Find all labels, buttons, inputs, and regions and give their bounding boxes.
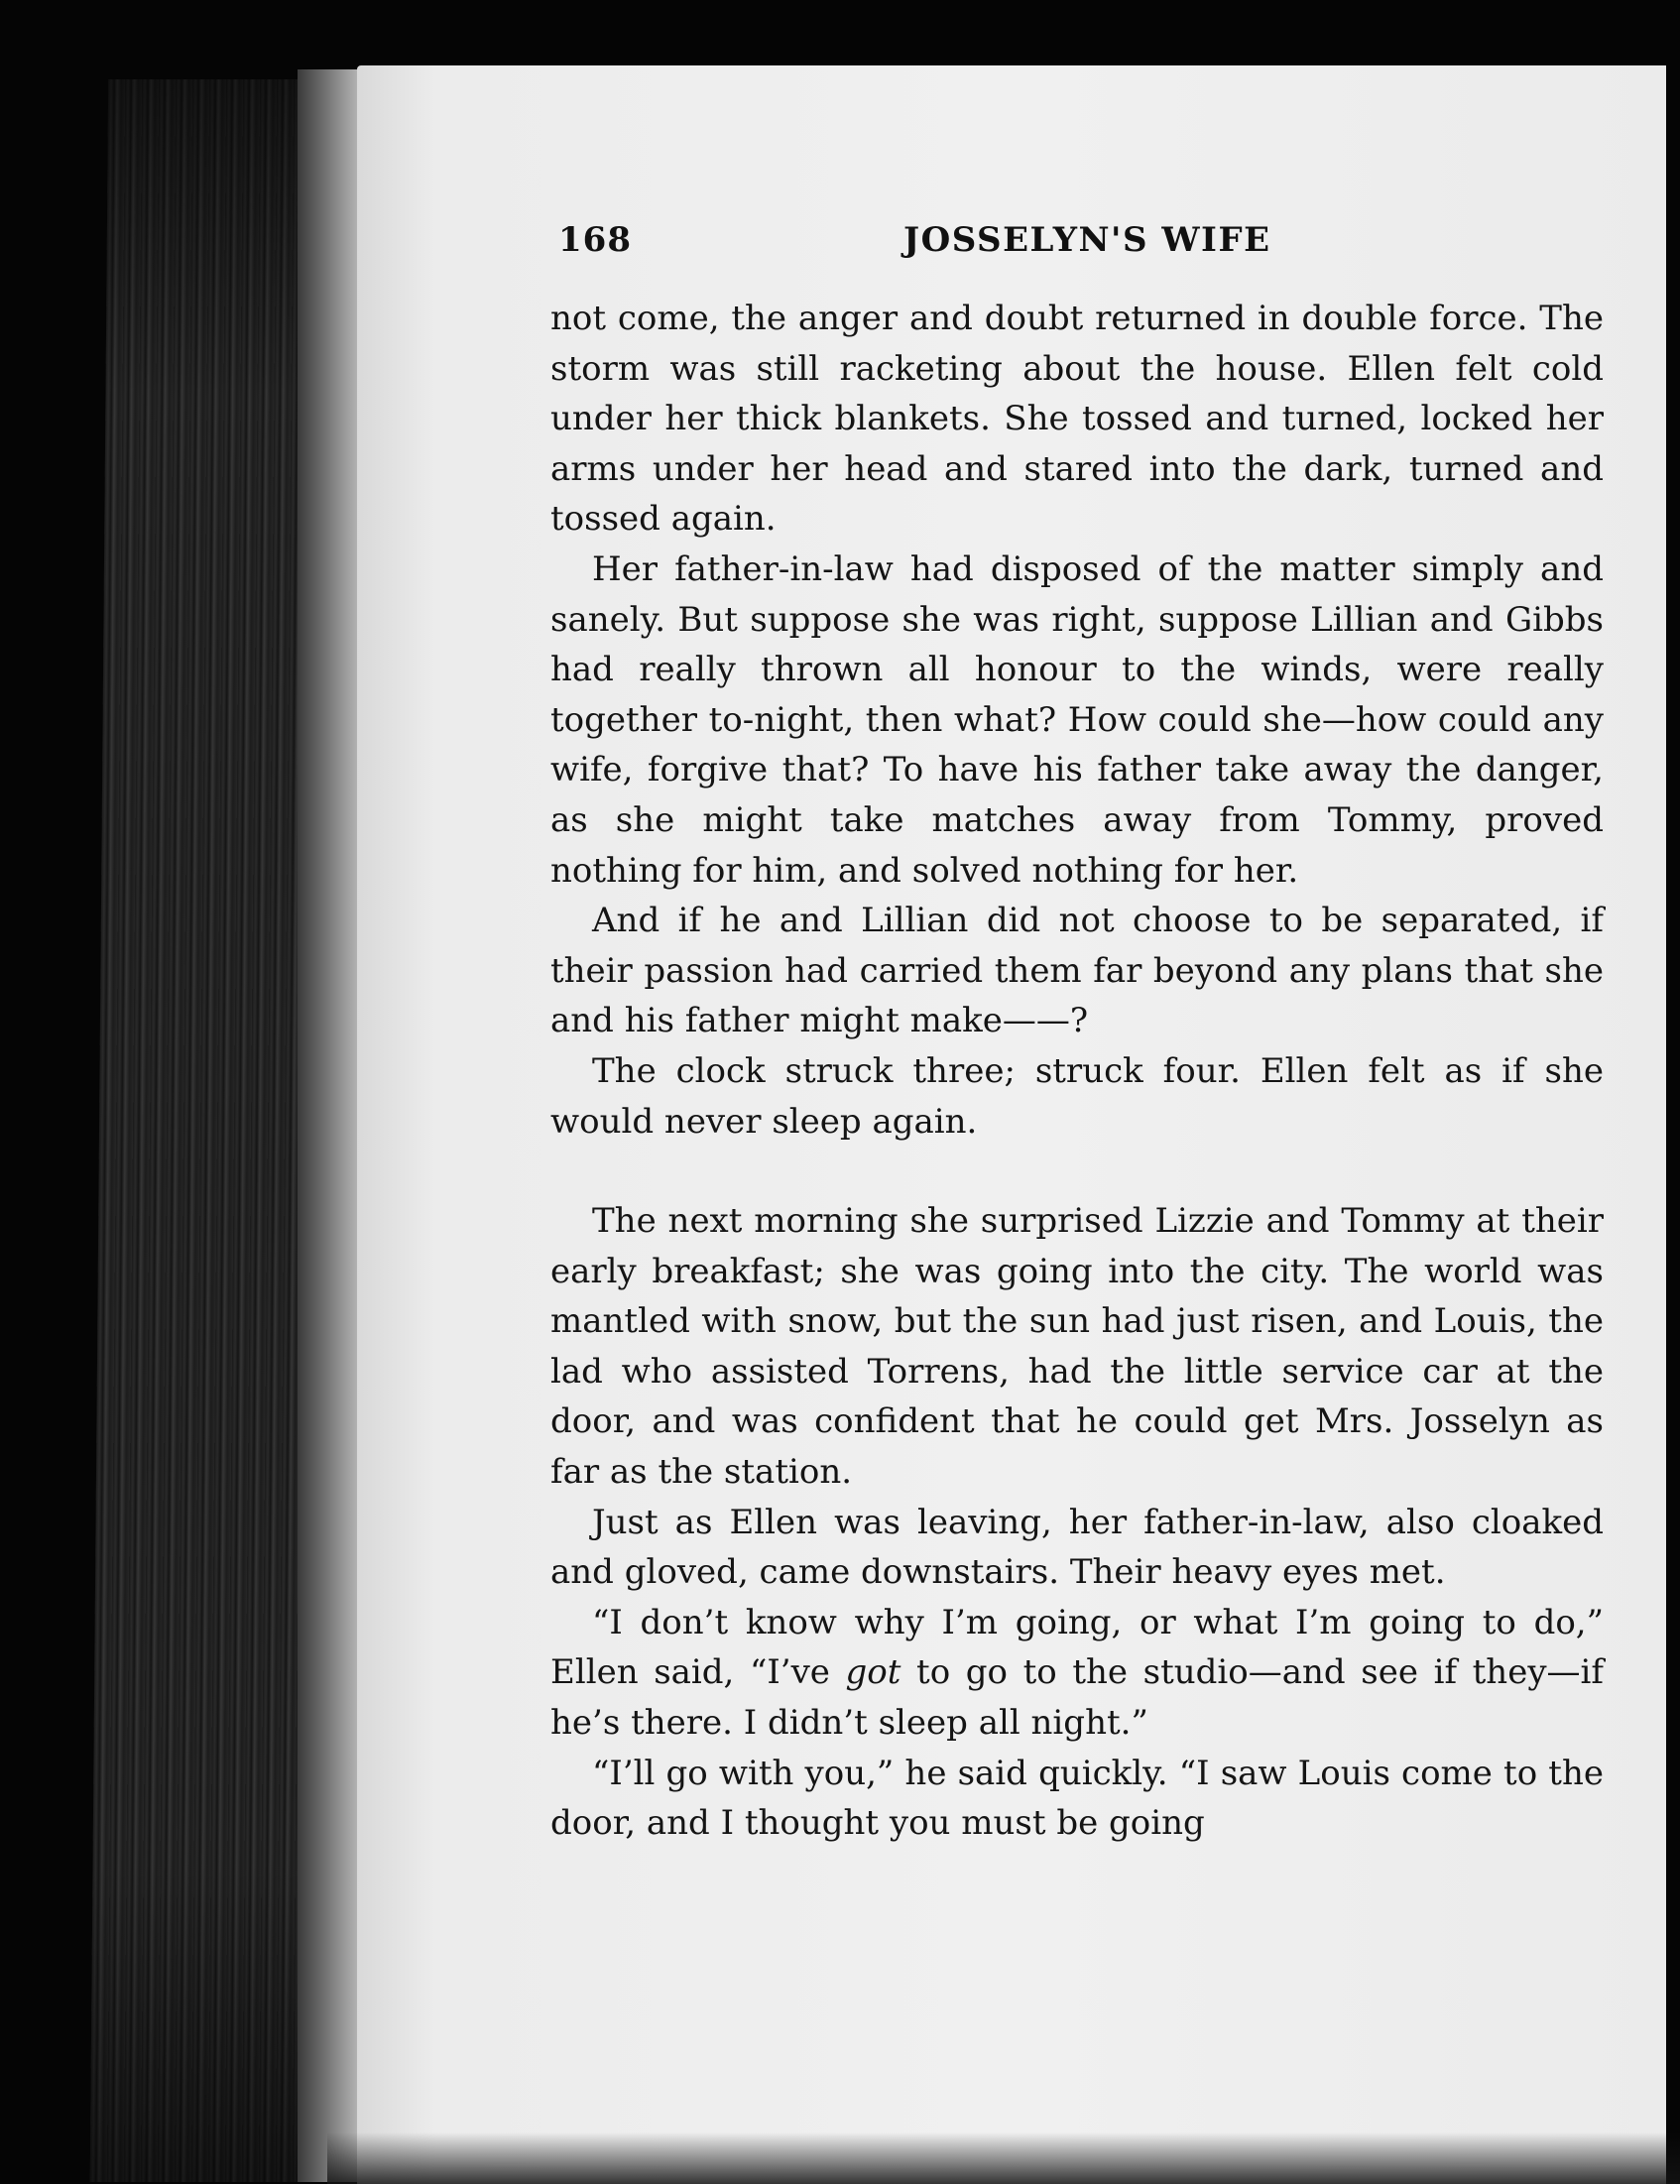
paragraph: And if he and Lillian did not choose to be separated, if their passion had carried them far beyond any plans that she and his father might make——? [550,901,1604,1041]
dialogue-text: “I don’t know why I’m going, or what I’m going to do,” Ellen said, “I’ve [550,1602,1604,1693]
page-bottom-shadow [327,2132,1680,2184]
page-number: 168 [558,220,632,260]
paragraph: Just as Ellen was leaving, her father-in-law, also cloaked and gloved, came downstairs. Their heavy eyes met. [550,1502,1604,1593]
paragraph-continued: not come, the anger and doubt returned in double force. The storm was still racketing about the house. Ellen felt cold under her thick blankets. She tossed and turned, locked her arms under her head and stared into the dark, turned and tossed again. [550,299,1604,540]
paragraph: Her father-in-law had disposed of the matter simply and sanely. But suppose she was right, suppose Lillian and Gibbs had really thrown all honour to the winds, were really together to-night, then what? How could she—how could any wife, forgive that? To have his father take away the danger, as she might take matches away from Tommy, proved nothing for him, and solved nothing for her. [550,548,1604,891]
dialogue-paragraph: “I’ll go with you,” he said quickly. “I saw Louis come to the door, and I thought you must be going [550,1753,1604,1844]
dialogue-text: to go to the studio—and see if they—if he’s there. I didn’t sleep all night.” [550,1652,1604,1744]
body-text [550,294,1604,1849]
running-title: JOSSELYN'S WIFE [903,220,1271,260]
section-break [550,1147,1604,1196]
paragraph: The clock struck three; struck four. Ellen felt as if she would never sleep again. [550,1050,1604,1142]
emphasized-word: got [845,1652,901,1693]
dialogue-paragraph [550,1598,1604,1749]
paragraph: The next morning she surprised Lizzie and Tommy at their early breakfast; she was going into the city. The world was mantled with snow, but the sun had just risen, and Louis, the lad who assisted Torrens, had the little service car at the door, and was confident that he could get Mrs. Josselyn as far as the station. [550,1201,1604,1493]
running-header [558,220,1590,270]
